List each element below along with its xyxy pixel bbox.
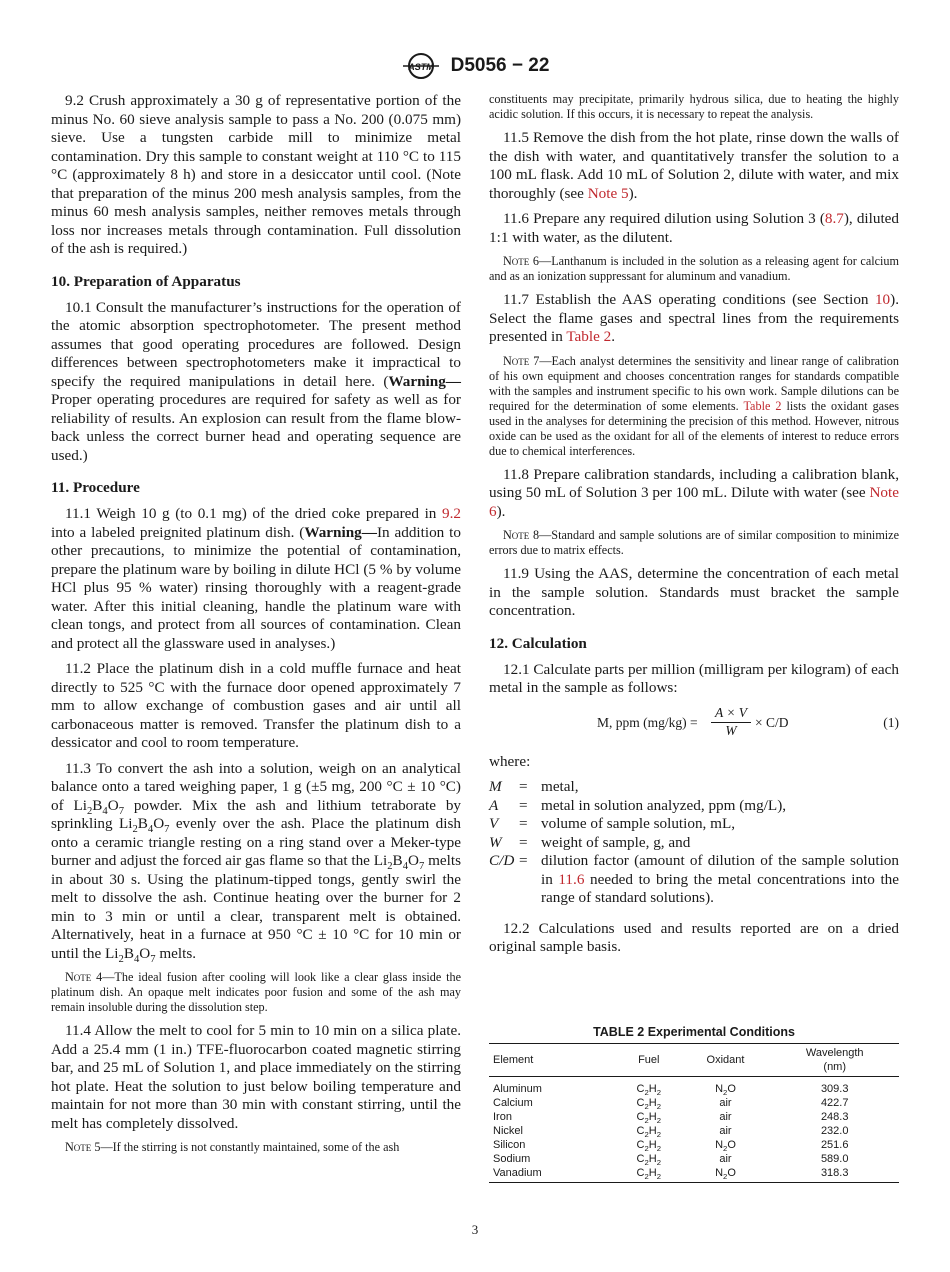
table-row: Nickel $C_2H_2$ air 232.0 [493, 1125, 849, 1140]
equation-number: (1) [883, 714, 899, 730]
section-11-4: 11.4 Allow the melt to cool for 5 min to 10 min on a silica plate. Add a 25.4 mm (1 in.) TFE-fluorocarbon coated magnetic stirring bar, and 25 mL of Solution 1, and place immediately on the stirring hot plate. Heat the solution to just below boiling temperature and maintain for not more than 30 min with constant stirring, until the melt has completely dissolved. [51, 1022, 461, 1132]
table-2 [489, 1043, 899, 1183]
section-11-6: 11.6 Prepare any required dilution using Solution 3 (8.7), diluted 1:1 with water, as the dilutent. [489, 210, 899, 246]
note-4: Note 4—The ideal fusion after cooling will look like a clear glass inside the platinum dish. An opaque melt indicates poor fusion and some of the ash may remain insoluble during the dissolution step. [51, 970, 461, 1014]
equation-denominator: W [725, 722, 737, 738]
right-column [489, 92, 899, 964]
table-2-title: TABLE 2 Experimental Conditions [593, 1025, 795, 1039]
link-11-6[interactable]: 11.6 [558, 870, 585, 888]
col-wavelength: Wavelength (nm) [770, 1044, 899, 1077]
note-7: Note 7—Each analyst determines the sensitivity and linear range of calibration of his own equipment and chooses concentration ranges for standards compatible with the samples and instrument specific to his own work. Sample dilutions can be required for the determination of some elements. Table 2 lists the oxidant gases used in the analyses for determining the precision of this method. However, nitrous oxide can be used as the oxidant for all of the elements of interest to reduce errors due to chemical interferences. [489, 353, 899, 458]
standard-designation: D5056 − 22 [450, 55, 550, 76]
col-oxidant: Oxidant [681, 1044, 771, 1077]
section-10-1: 10.1 Consult the manufacturer’s instructions for the operation of the atomic absorption spectrophotometer. The present method assumes that good operating procedures are followed. Design differences between spectrophotometers make it impractical to specify the required manipulations in detail here. (Warning—Proper operating procedures are required for safety as well as for reliability of results. An explosion can result from the flame blow-back unless the correct burner head and operating sequence are used.) [51, 298, 461, 464]
link-9-2[interactable]: 9.2 [442, 505, 461, 522]
definitions-list [489, 778, 899, 908]
table-row: Silicon $C_2H_2$ $N_2O$ 251.6 [493, 1139, 849, 1154]
page-header [0, 52, 950, 80]
link-note-6[interactable]: Note 6 [489, 484, 899, 520]
definition-row: A = metal in solution analyzed, ppm (mg/L), [489, 796, 787, 814]
link-table-2-note[interactable]: Table 2 [743, 398, 782, 413]
link-note-5[interactable]: Note 5 [587, 184, 629, 202]
col-fuel: Fuel [617, 1044, 681, 1077]
note-6: Note 6—Lanthanum is included in the solution as a releasing agent for calcium and as an ionization suppressant for aluminum and vanadium. [489, 254, 899, 283]
table-row: Iron $C_2H_2$ air 248.3 [493, 1111, 849, 1126]
section-9-2: 9.2 Crush approximately a 30 g of representative portion of the minus No. 60 sieve analysis sample to pass a No. 200 (0.075 mm) sieve. Use a tungsten carbide mill to minimize metal contamination. Dry this sample to constant weight at 110 °C to 115 °C (approximately 8 h) and store in a desiccator until cool. (Note that preparation of the minus 200 mesh analysis samples, from the minus 60 mesh analysis samples, neither removes metals through loss nor increases metals through contamination. Full dissolution of the ash is required.) [51, 92, 461, 257]
section-12-1: 12.1 Calculate parts per million (milligram per kilogram) of each metal in the sample as follows: [489, 660, 899, 696]
note-8: Note 8—Standard and sample solutions are of similar composition to minimize errors due to matrix effects. [489, 528, 899, 557]
section-11-3: 11.3 To convert the ash into a solution, weigh on an analytical balance onto a tared weighing paper, 1 g (±5 mg, 200 °C ± 10 °C) of $Li_2B_4O_7$ powder. Mix the ash and lithium tetraborate by sprinkling $Li_2B_4O_7$ evenly over the ash. Place the platinum dish onto a ceramic triangle resting on a ring stand over a Meker-type burner and adjust the forced air gas flame so that the $Li_2B_4O_7$ melts in about 30 s. Using the platinum-tipped tongs, gently swirl the melt to dissolve the ash. Continue heating over the burner for 2 min to 3 min or until a clear, transparent melt is obtained. Alternatively, heat in a furnace at 950 °C ± 10 °C for 10 min or until the $Li_2B_4O_7$ melts. [51, 759, 462, 965]
section-11-7: 11.7 Establish the AAS operating conditions (see Section 10). Select the flame gases and spectral lines from the requirements presented in Table 2. [489, 291, 899, 345]
equation-factor: × C/D [755, 714, 789, 730]
definition-row: C/D = dilution factor (amount of dilution of the sample solution in 11.6 needed to bring the metal concentrations into the range of standard solutions). [489, 852, 899, 906]
definition-row: M = metal, [489, 778, 579, 795]
section-11-8: 11.8 Prepare calibration standards, including a calibration blank, using 50 mL of Solution 3 per 100 mL. Dilute with water (see Note 6). [489, 465, 899, 520]
equation-numerator: A × V [711, 705, 751, 723]
link-8-7[interactable]: 8.7 [824, 210, 844, 227]
where-label: where: [489, 752, 531, 770]
table-row: Sodium $C_2H_2$ air 589.0 [493, 1153, 849, 1168]
equation-lhs: M, ppm (mg/kg) = [597, 714, 698, 730]
heading-section-12: 12. Calculation [489, 634, 587, 652]
astm-logo-icon [401, 52, 441, 80]
section-12-2: 12.2 Calculations used and results reported are on a dried original sample basis. [489, 919, 899, 955]
section-11-5: 11.5 Remove the dish from the hot plate, rinse down the walls of the dish with water, and quantitatively transfer the solution to a 100 mL flask. Add 10 mL of Solution 2, dilute with water, and mix thoroughly (see Note 5). [489, 129, 899, 202]
table-row: Aluminum $C_2H_2$ $N_2O$ 309.3 [493, 1083, 849, 1098]
svg-text:ASTM: ASTM [407, 62, 434, 72]
definition-row: W = weight of sample, g, and [489, 833, 691, 851]
heading-section-11: 11. Procedure [51, 479, 140, 496]
link-table-2[interactable]: Table 2 [566, 328, 612, 345]
col-element: Element [489, 1044, 617, 1077]
table-header-row [489, 1044, 899, 1077]
link-section-10[interactable]: 10 [874, 291, 891, 308]
equation-1 [489, 705, 899, 741]
section-11-9: 11.9 Using the AAS, determine the concentration of each metal in the sample solution. Standards must bracket the sample concentration. [489, 565, 899, 619]
heading-section-10: 10. Preparation of Apparatus [51, 272, 241, 290]
section-11-1: 11.1 Weigh 10 g (to 0.1 mg) of the dried coke prepared in 9.2 into a labeled preignited platinum dish. (Warning—In addition to other precautions, to minimize the potential of contamination, prepare the platinum ware by boiling in dilute HCl (5 % by volume HCl plus 95 % water) rinsing thoroughly with a reagent-grade water. After this initial cleaning, handle the platinum ware with clean tongs, and protect from all sources of contamination. Clean and protect all the glassware used in analyses.) [51, 505, 461, 652]
section-11-2: 11.2 Place the platinum dish in a cold muffle furnace and heat directly to 525 °C with the furnace door opened approximately 7 mm to allow exchange of combustion gases and air until all carbonaceous matter is removed. Transfer the platinum dish to a dessicator and cool to room temperature. [51, 660, 461, 751]
left-column [51, 92, 461, 1162]
table-row: Calcium $C_2H_2$ air 422.7 [493, 1097, 849, 1112]
definition-row: V = volume of sample solution, mL, [489, 815, 736, 832]
table-row: Vanadium $C_2H_2$ $N_2O$ 318.3 [489, 1166, 899, 1183]
page-number: 3 [471, 1222, 479, 1237]
note-5-continued: constituents may precipitate, primarily hydrous silica, due to heating the highly acidic solution. If this occurs, it is necessary to repeat the analysis. [489, 92, 899, 121]
equation-fraction [711, 705, 751, 739]
note-5: Note 5—If the stirring is not constantly maintained, some of the ash [65, 1140, 400, 1154]
